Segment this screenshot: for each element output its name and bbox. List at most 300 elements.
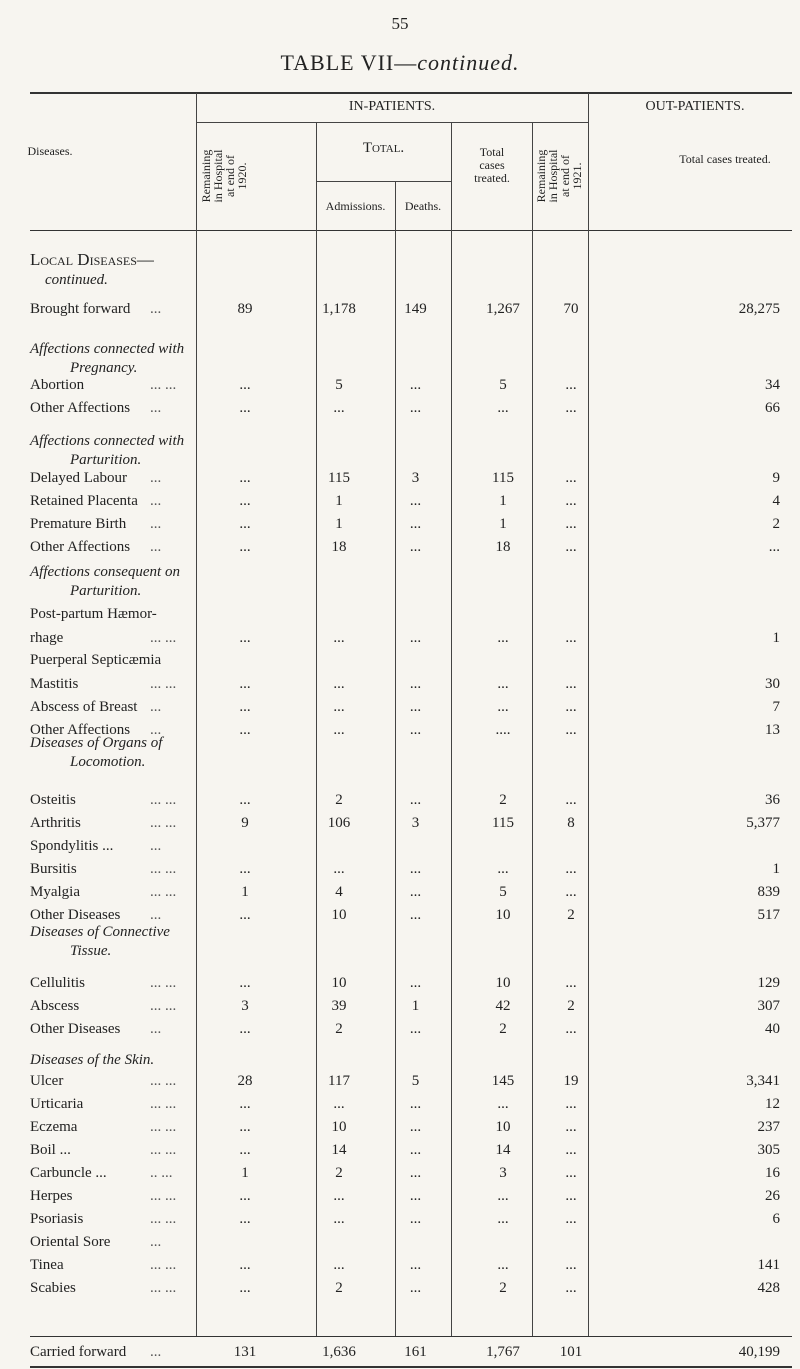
cell-admissions: 10	[331, 975, 347, 991]
cell-out-total: 1	[772, 861, 780, 877]
cell-admissions: ...	[333, 630, 345, 646]
cell-remaining-1920: 1	[241, 1165, 249, 1181]
cell-total-treated: ...	[497, 861, 509, 877]
cell-remaining-1921: ...	[565, 1188, 577, 1204]
cell-out-total: 6	[772, 1211, 780, 1227]
cell-deaths: ...	[409, 1096, 422, 1112]
cell-remaining-1921: ...	[565, 861, 577, 877]
cell-admissions: ...	[333, 722, 345, 738]
table-row	[0, 606, 800, 626]
cell-out-total: 9	[772, 470, 780, 486]
table-row	[0, 907, 800, 927]
header-admissions: Admissions.	[325, 199, 386, 213]
row-label: Other Affections	[30, 722, 131, 738]
row-dots: ... ...	[150, 861, 177, 877]
cell-admissions: 1	[335, 516, 343, 532]
cell-deaths: ...	[409, 1211, 422, 1227]
cell-remaining-1921: 70	[563, 301, 579, 317]
cell-admissions: 18	[331, 539, 347, 555]
table-row	[0, 400, 800, 420]
row-label: Brought forward	[30, 301, 131, 317]
cell-total-treated: 1,267	[486, 301, 520, 317]
cell-deaths: ...	[409, 1257, 422, 1273]
row-label: Osteitis	[30, 792, 76, 808]
table-title	[0, 50, 800, 76]
cell-admissions: ...	[333, 1257, 345, 1273]
cell-admissions: ...	[333, 1211, 345, 1227]
section-locomotion-2: Locomotion.	[70, 754, 146, 770]
cell-deaths: ...	[409, 699, 422, 715]
cell-total-treated: 145	[491, 1073, 515, 1089]
cell-total-treated: 10	[495, 1119, 511, 1135]
header-remaining-1920: Remaining in Hospital at end of 1920.	[199, 149, 249, 203]
cell-remaining-1921: ...	[565, 722, 577, 738]
table-title-main: TABLE VII—	[280, 50, 418, 75]
cell-remaining-1920: ...	[239, 1021, 251, 1037]
page-number: 55	[391, 14, 409, 33]
table-row	[0, 1234, 800, 1254]
cell-remaining-1920: 1	[241, 884, 249, 900]
cell-total-treated: 115	[492, 815, 514, 831]
cell-deaths: ...	[409, 1021, 422, 1037]
cell-remaining-1921: ...	[565, 1257, 577, 1273]
row-dots: ... ...	[150, 1188, 177, 1204]
cell-total-treated: 14	[495, 1142, 511, 1158]
section-locomotion-1: Diseases of Organs of	[30, 735, 163, 751]
row-label: Retained Placenta	[30, 493, 138, 509]
cell-remaining-1920: ...	[239, 1096, 251, 1112]
row-dots: ... ...	[150, 1142, 177, 1158]
row-dots: ... ...	[150, 1096, 177, 1112]
table-row	[0, 516, 800, 536]
row-dots: ... ...	[150, 975, 177, 991]
header-out-total-cases: Total cases treated.	[679, 152, 771, 166]
cell-remaining-1920: 28	[237, 1073, 253, 1089]
cell-total-treated: 5	[499, 377, 507, 393]
row-dots: ... ...	[150, 815, 177, 831]
cell-out-total: 307	[757, 998, 780, 1014]
header-in-patients: IN-PATIENTS.	[348, 99, 436, 114]
table-row	[0, 1211, 800, 1231]
cell-deaths: ...	[409, 884, 422, 900]
header-total: Total.	[362, 140, 405, 156]
row-dots: ...	[150, 1021, 162, 1037]
row-dots: ... ...	[150, 884, 177, 900]
cell-out-total: 36	[765, 792, 780, 808]
row-dots: ...	[150, 400, 162, 416]
row-dots: ...	[150, 470, 162, 486]
table-row	[0, 1165, 800, 1185]
cell-remaining-1921: ...	[565, 1165, 577, 1181]
table-row	[0, 699, 800, 719]
cell-total-treated: 10	[495, 975, 511, 991]
cell-remaining-1921: ...	[565, 699, 577, 715]
cell-admissions: 39	[331, 998, 347, 1014]
cell-admissions: 1	[335, 493, 343, 509]
table-row	[0, 493, 800, 513]
cell-remaining-1921: 2	[567, 998, 575, 1014]
bottom-rule	[30, 1366, 792, 1368]
header-sub-rule	[196, 122, 588, 123]
row-dots: ...	[150, 1234, 162, 1250]
cell-out-total: 129	[757, 975, 780, 991]
cell-total-treated: ...	[497, 400, 509, 416]
table-row	[0, 838, 800, 858]
table-row-carried-forward	[0, 1344, 800, 1364]
header-bottom-rule	[30, 230, 792, 231]
row-dots: ... ...	[150, 377, 177, 393]
row-dots: ... ...	[150, 1073, 177, 1089]
cell-remaining-1920: ...	[239, 400, 251, 416]
cell-admissions: 2	[335, 1280, 343, 1296]
table-row	[0, 630, 800, 650]
cell-remaining-1921: ...	[565, 792, 577, 808]
cell-remaining-1921: 2	[567, 907, 575, 923]
cell-remaining-1921: ...	[565, 975, 577, 991]
cell-out-total: 2	[772, 516, 780, 532]
cell-remaining-1921: ...	[565, 539, 577, 555]
cell-remaining-1921: ...	[565, 1142, 577, 1158]
cell-admissions: 2	[335, 1021, 343, 1037]
section-connective	[30, 923, 170, 961]
table-row	[0, 301, 800, 321]
row-dots: ...	[150, 516, 162, 532]
table-row	[0, 792, 800, 812]
cell-remaining-1920: ...	[239, 722, 251, 738]
table-row	[0, 861, 800, 881]
cell-remaining-1921: 8	[567, 815, 575, 831]
cell-total-treated: 2	[499, 1021, 507, 1037]
cell-admissions: 2	[335, 792, 343, 808]
cell-deaths: 3	[411, 470, 420, 486]
cell-remaining-1921: ...	[565, 1211, 577, 1227]
table-row	[0, 998, 800, 1018]
table-row	[0, 722, 800, 742]
cell-remaining-1920: ...	[239, 792, 251, 808]
row-label: Psoriasis	[30, 1211, 84, 1227]
row-dots: ... ...	[150, 1119, 177, 1135]
section-pregnancy-1: Affections connected with	[30, 341, 185, 357]
row-label: Oriental Sore	[30, 1234, 111, 1250]
cell-admissions: 14	[331, 1142, 347, 1158]
top-rule	[30, 92, 792, 94]
cell-admissions: ...	[333, 400, 345, 416]
cell-remaining-1920: ...	[239, 1211, 251, 1227]
cell-remaining-1921: ...	[565, 884, 577, 900]
cell-deaths: ...	[409, 792, 422, 808]
table-row	[0, 1257, 800, 1277]
table-row	[0, 815, 800, 835]
section-pregnancy	[30, 340, 184, 378]
cell-out-total: 237	[757, 1119, 780, 1135]
cell-remaining-1920: ...	[239, 861, 251, 877]
row-dots: ...	[150, 1344, 162, 1360]
table-row	[0, 539, 800, 559]
row-label: Mastitis	[30, 676, 79, 692]
cell-remaining-1920: ...	[239, 699, 251, 715]
cell-out-total: 28,275	[738, 301, 780, 317]
row-label: Abscess	[30, 998, 80, 1014]
cell-out-total: 305	[757, 1142, 780, 1158]
row-label: Abortion	[30, 377, 85, 393]
header-total-cases-treated: Total cases treated.	[474, 145, 510, 185]
cell-remaining-1920: ...	[239, 493, 251, 509]
local-continued-label: continued.	[45, 272, 108, 288]
cell-deaths: ...	[409, 377, 422, 393]
cell-deaths: ...	[409, 907, 422, 923]
cell-remaining-1920: ...	[239, 1280, 251, 1296]
table-row	[0, 676, 800, 696]
cell-remaining-1920: ...	[239, 516, 251, 532]
cell-out-total: 26	[765, 1188, 780, 1204]
cell-deaths: ...	[409, 1165, 422, 1181]
cell-remaining-1920: ...	[239, 975, 251, 991]
row-label: Spondylitis ...	[30, 838, 114, 854]
cell-total-treated: ...	[497, 1096, 509, 1112]
table-row	[0, 1021, 800, 1041]
cell-admissions: ...	[333, 1096, 345, 1112]
table-row	[0, 377, 800, 397]
cell-deaths: ...	[409, 516, 422, 532]
cell-remaining-1921: ...	[565, 1280, 577, 1296]
cell-deaths: ...	[409, 1142, 422, 1158]
table-row	[0, 1188, 800, 1208]
cell-total-treated: 1,767	[486, 1344, 520, 1360]
section-skin	[30, 1051, 154, 1070]
cell-out-total: 3,341	[746, 1073, 780, 1089]
cell-admissions: 106	[327, 815, 351, 831]
cell-total-treated: ...	[497, 1188, 509, 1204]
row-label: Herpes	[30, 1188, 73, 1204]
cell-total-treated: 10	[495, 907, 511, 923]
cell-total-treated: 5	[499, 884, 507, 900]
cell-out-total: 517	[757, 907, 780, 923]
cell-deaths: ...	[409, 630, 422, 646]
row-label: Premature Birth	[30, 516, 127, 532]
header-out-patients: OUT-PATIENTS.	[645, 99, 745, 114]
cell-total-treated: ...	[497, 676, 509, 692]
cell-remaining-1921: ...	[565, 470, 577, 486]
row-label: Other Diseases	[30, 907, 121, 923]
cell-deaths: ...	[409, 722, 422, 738]
row-label: Post-partum Hæmor-	[30, 606, 157, 622]
cell-total-treated: ...	[497, 630, 509, 646]
cell-total-treated: ...	[497, 699, 509, 715]
cell-out-total: 5,377	[746, 815, 780, 831]
section-skin-label: Diseases of the Skin.	[30, 1052, 155, 1068]
cell-out-total: 16	[765, 1165, 780, 1181]
cell-deaths: ...	[409, 975, 422, 991]
cell-out-total: 141	[757, 1257, 780, 1273]
cell-deaths: 161	[404, 1344, 427, 1360]
cell-out-total: 66	[765, 400, 780, 416]
cell-admissions: 1,178	[322, 301, 356, 317]
section-local-diseases	[30, 250, 154, 290]
row-dots: ... ...	[150, 792, 177, 808]
row-label: Puerperal Septicæmia	[30, 652, 162, 668]
cell-total-treated: 3	[499, 1165, 507, 1181]
cell-total-treated: 42	[495, 998, 511, 1014]
cell-remaining-1920: ...	[239, 539, 251, 555]
row-dots: ... ...	[150, 998, 177, 1014]
cell-remaining-1920: ...	[239, 907, 251, 923]
table-row	[0, 1073, 800, 1093]
cell-deaths: ...	[409, 400, 422, 416]
cell-admissions: 10	[331, 1119, 347, 1135]
cell-remaining-1921: ...	[565, 377, 577, 393]
section-parturition	[30, 432, 184, 470]
cell-deaths: ...	[409, 539, 422, 555]
table-row	[0, 652, 800, 672]
cell-admissions: 10	[331, 907, 347, 923]
section-connective-2: Tissue.	[70, 943, 112, 959]
cell-admissions: 117	[328, 1073, 350, 1089]
cell-total-treated: 2	[499, 792, 507, 808]
table-row	[0, 884, 800, 904]
row-label: Delayed Labour	[30, 470, 128, 486]
table-row	[0, 1119, 800, 1139]
row-label: Bursitis	[30, 861, 77, 877]
row-label: Cellulitis	[30, 975, 86, 991]
cell-remaining-1921: ...	[565, 630, 577, 646]
section-parturition-1: Affections connected with	[30, 433, 185, 449]
table-row	[0, 470, 800, 490]
row-label: Myalgia	[30, 884, 80, 900]
row-dots: ... ...	[150, 1280, 177, 1296]
cell-total-treated: 1	[499, 493, 507, 509]
cell-admissions: ...	[333, 676, 345, 692]
cell-remaining-1921: 19	[563, 1073, 579, 1089]
cell-out-total: 4	[772, 493, 780, 509]
cell-remaining-1920: ...	[239, 630, 251, 646]
cell-deaths: 1	[411, 998, 420, 1014]
header-diseases: Diseases.	[27, 144, 73, 158]
cell-remaining-1920: ...	[239, 1188, 251, 1204]
table-title-continued: continued.	[417, 50, 520, 75]
header-remaining-1921: Remaining in Hospital at end of 1921.	[534, 149, 584, 203]
row-dots: ...	[150, 838, 162, 854]
row-label: Other Affections	[30, 400, 131, 416]
row-dots: ...	[150, 493, 162, 509]
row-label: Boil ...	[30, 1142, 71, 1158]
cell-remaining-1921: ...	[565, 400, 577, 416]
row-label: Tinea	[30, 1257, 64, 1273]
cell-total-treated: 18	[495, 539, 511, 555]
cell-total-treated: ....	[495, 722, 511, 738]
cell-out-total: 30	[765, 676, 780, 692]
row-dots: ... ...	[150, 1211, 177, 1227]
row-label: Abscess of Breast	[30, 699, 138, 715]
table-row	[0, 1142, 800, 1162]
row-dots: .. ...	[150, 1165, 173, 1181]
cell-deaths: 149	[404, 301, 427, 317]
cell-deaths: ...	[409, 1280, 422, 1296]
cell-admissions: ...	[333, 1188, 345, 1204]
cell-out-total: 428	[757, 1280, 780, 1296]
row-label: Carried forward	[30, 1344, 127, 1360]
cell-admissions: 1,636	[322, 1344, 356, 1360]
cell-total-treated: ...	[497, 1211, 509, 1227]
cell-remaining-1921: ...	[565, 493, 577, 509]
cell-remaining-1921: ...	[565, 1119, 577, 1135]
cell-out-total: ...	[768, 539, 780, 555]
cell-deaths: ...	[409, 493, 422, 509]
header-deaths: Deaths.	[404, 199, 442, 213]
row-label: Other Diseases	[30, 1021, 121, 1037]
table-row	[0, 1280, 800, 1300]
cell-out-total: 7	[772, 699, 780, 715]
cell-out-total: 34	[765, 377, 780, 393]
row-dots: ...	[150, 301, 162, 317]
cell-remaining-1920: ...	[239, 676, 251, 692]
cell-remaining-1920: ...	[239, 470, 251, 486]
row-label: Other Affections	[30, 539, 131, 555]
cell-admissions: 5	[335, 377, 343, 393]
cell-out-total: 40	[765, 1021, 780, 1037]
cell-remaining-1920: 3	[241, 998, 249, 1014]
cell-remaining-1921: ...	[565, 516, 577, 532]
cell-remaining-1920: 89	[237, 301, 253, 317]
cell-total-treated: ...	[497, 1257, 509, 1273]
cell-remaining-1920: 9	[241, 815, 249, 831]
cell-admissions: 4	[335, 884, 343, 900]
table-row	[0, 975, 800, 995]
cell-out-total: 12	[765, 1096, 780, 1112]
cell-total-treated: 2	[499, 1280, 507, 1296]
cell-out-total: 13	[765, 722, 780, 738]
section-consequent-2: Parturition.	[70, 583, 142, 599]
cell-deaths: ...	[409, 1188, 422, 1204]
cell-out-total: 839	[757, 884, 780, 900]
row-label: Ulcer	[30, 1073, 64, 1089]
row-dots: ...	[150, 907, 162, 923]
cell-remaining-1921: 101	[559, 1344, 583, 1360]
cell-admissions: ...	[333, 699, 345, 715]
total-sub-rule	[316, 181, 451, 182]
divider-3	[395, 181, 396, 1336]
cell-out-total: 1	[772, 630, 780, 646]
cell-total-treated: 1	[499, 516, 507, 532]
cell-remaining-1920: ...	[239, 377, 251, 393]
local-diseases-label: Local Diseases—	[30, 250, 154, 269]
row-dots: ... ...	[150, 630, 177, 646]
row-dots: ...	[150, 699, 162, 715]
row-dots: ...	[150, 539, 162, 555]
row-dots: ... ...	[150, 1257, 177, 1273]
cell-remaining-1921: ...	[565, 1021, 577, 1037]
cell-remaining-1920: ...	[239, 1257, 251, 1273]
cell-deaths: ...	[409, 676, 422, 692]
table-row	[0, 1096, 800, 1116]
cell-remaining-1920: ...	[239, 1142, 251, 1158]
cell-remaining-1920: ...	[239, 1119, 251, 1135]
cell-admissions: 2	[335, 1165, 343, 1181]
section-consequent-1: Affections consequent on	[30, 564, 180, 580]
cell-total-treated: 115	[492, 470, 514, 486]
cell-remaining-1920: 131	[233, 1344, 257, 1360]
row-label: Arthritis	[30, 815, 81, 831]
row-dots: ...	[150, 722, 162, 738]
row-label: rhage	[30, 630, 64, 646]
row-dots: ... ...	[150, 676, 177, 692]
cell-admissions: 115	[328, 470, 350, 486]
cell-deaths: ...	[409, 1119, 422, 1135]
section-connective-1: Diseases of Connective	[30, 924, 170, 940]
row-label: Scabies	[30, 1280, 76, 1296]
section-parturition-2: Parturition.	[70, 452, 142, 468]
section-consequent	[30, 563, 180, 601]
cell-remaining-1921: ...	[565, 1096, 577, 1112]
